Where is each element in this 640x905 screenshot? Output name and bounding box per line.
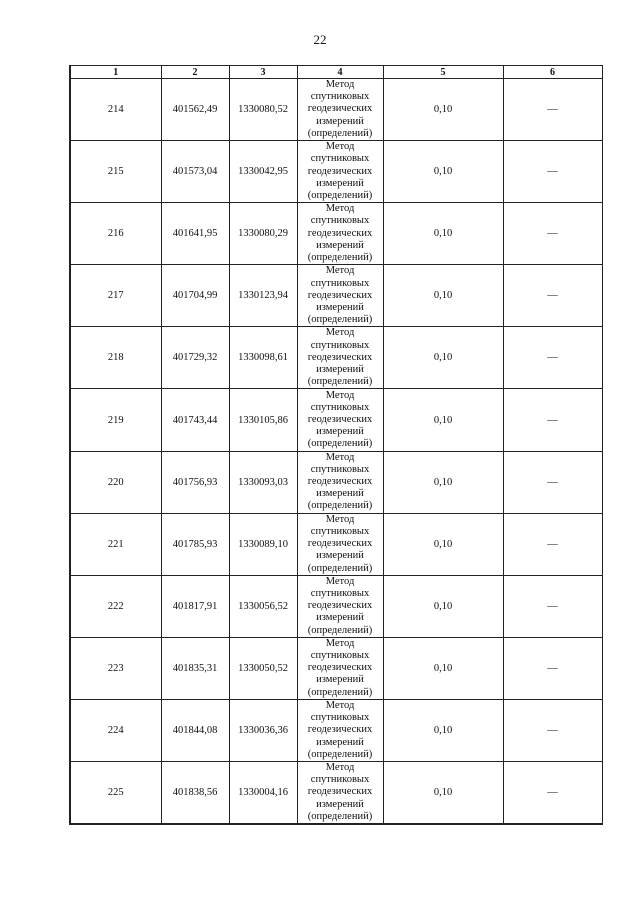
x-coordinate-cell: 401641,95 (161, 203, 229, 265)
method-line: спутниковых (310, 525, 370, 537)
method-cell (297, 265, 383, 327)
table-row (70, 575, 602, 637)
method-line: измерений (316, 674, 364, 686)
method-cell (297, 699, 383, 761)
x-coordinate-cell: 401838,56 (161, 762, 229, 825)
point-number-cell: 217 (70, 265, 161, 327)
x-coordinate-cell: 401704,99 (161, 265, 229, 327)
y-coordinate-cell: 1330050,52 (229, 637, 297, 699)
method-line: спутниковых (310, 339, 370, 351)
method-line: спутниковых (310, 401, 370, 413)
table-row (70, 513, 602, 575)
method-line: геодезических (307, 413, 373, 425)
method-line: (определений) (307, 748, 373, 760)
point-number-cell: 224 (70, 699, 161, 761)
method-line: Метод (325, 389, 355, 401)
table-row (70, 699, 602, 761)
method-line: Метод (325, 762, 355, 774)
point-number-cell: 219 (70, 389, 161, 451)
page-number: 22 (313, 32, 327, 47)
column-header: 4 (297, 66, 383, 79)
method-line: (определений) (307, 810, 373, 822)
method-cell (297, 451, 383, 513)
precision-cell: 0,10 (383, 699, 503, 761)
method-line: (определений) (307, 127, 373, 139)
method-line: геодезических (307, 538, 373, 550)
method-line: измерений (316, 239, 364, 251)
y-coordinate-cell: 1330056,52 (229, 575, 297, 637)
point-number-cell: 225 (70, 762, 161, 825)
y-coordinate-cell: 1330123,94 (229, 265, 297, 327)
note-cell: — (503, 389, 602, 451)
method-line: геодезических (307, 103, 373, 115)
y-coordinate-cell: 1330080,29 (229, 203, 297, 265)
y-coordinate-cell: 1330080,52 (229, 79, 297, 141)
precision-cell: 0,10 (383, 575, 503, 637)
precision-cell: 0,10 (383, 327, 503, 389)
note-cell: — (503, 637, 602, 699)
column-header: 3 (229, 66, 297, 79)
y-coordinate-cell: 1330105,86 (229, 389, 297, 451)
point-number-cell: 216 (70, 203, 161, 265)
x-coordinate-cell: 401785,93 (161, 513, 229, 575)
method-line: спутниковых (310, 91, 370, 103)
method-line: Метод (325, 265, 355, 277)
method-line: спутниковых (310, 215, 370, 227)
precision-cell: 0,10 (383, 451, 503, 513)
method-line: измерений (316, 426, 364, 438)
method-line: геодезических (307, 227, 373, 239)
method-line: спутниковых (310, 463, 370, 475)
x-coordinate-cell: 401817,91 (161, 575, 229, 637)
method-line: геодезических (307, 600, 373, 612)
note-cell: — (503, 141, 602, 203)
note-cell: — (503, 699, 602, 761)
method-line: Метод (325, 141, 355, 153)
method-line: измерений (316, 550, 364, 562)
method-line: геодезических (307, 165, 373, 177)
method-line: спутниковых (310, 712, 370, 724)
method-line: Метод (325, 203, 355, 215)
table-row (70, 265, 602, 327)
method-line: геодезических (307, 476, 373, 487)
method-line: спутниковых (310, 774, 370, 786)
table-row (70, 762, 602, 825)
method-cell (297, 327, 383, 389)
precision-cell: 0,10 (383, 203, 503, 265)
method-line: Метод (325, 327, 355, 339)
note-cell: — (503, 327, 602, 389)
method-line: измерений (316, 798, 364, 810)
point-number-cell: 218 (70, 327, 161, 389)
y-coordinate-cell: 1330089,10 (229, 513, 297, 575)
method-line: (определений) (307, 189, 373, 201)
column-header: 5 (383, 66, 503, 79)
method-cell (297, 389, 383, 451)
x-coordinate-cell: 401729,32 (161, 327, 229, 389)
method-line: спутниковых (310, 650, 370, 662)
method-line: геодезических (307, 289, 373, 301)
method-line: спутниковых (310, 153, 370, 165)
method-line: (определений) (307, 686, 373, 698)
method-cell (297, 637, 383, 699)
method-line: (определений) (307, 252, 373, 264)
method-line: спутниковых (310, 587, 370, 599)
table-row (70, 637, 602, 699)
method-cell (297, 79, 383, 141)
y-coordinate-cell: 1330042,95 (229, 141, 297, 203)
precision-cell: 0,10 (383, 79, 503, 141)
point-number-cell: 221 (70, 513, 161, 575)
point-number-cell: 214 (70, 79, 161, 141)
note-cell: — (503, 79, 602, 141)
note-cell: — (503, 513, 602, 575)
x-coordinate-cell: 401562,49 (161, 79, 229, 141)
precision-cell: 0,10 (383, 637, 503, 699)
precision-cell: 0,10 (383, 513, 503, 575)
note-cell: — (503, 265, 602, 327)
method-line: (определений) (307, 438, 373, 450)
method-line: измерений (316, 488, 364, 500)
method-line: Метод (325, 699, 355, 711)
precision-cell: 0,10 (383, 762, 503, 825)
x-coordinate-cell: 401835,31 (161, 637, 229, 699)
method-line: измерений (316, 612, 364, 624)
x-coordinate-cell: 401844,08 (161, 699, 229, 761)
method-line: Метод (325, 575, 355, 587)
method-line: геодезических (307, 724, 373, 736)
column-header: 1 (70, 66, 161, 79)
method-line: спутниковых (310, 277, 370, 289)
table-row (70, 79, 602, 141)
note-cell: — (503, 451, 602, 513)
precision-cell: 0,10 (383, 389, 503, 451)
method-line: геодезических (307, 351, 373, 363)
table-row (70, 203, 602, 265)
method-cell (297, 203, 383, 265)
method-line: измерений (316, 115, 364, 127)
point-number-cell: 220 (70, 451, 161, 513)
method-line: Метод (325, 637, 355, 649)
column-header: 6 (503, 66, 602, 79)
x-coordinate-cell: 401573,04 (161, 141, 229, 203)
precision-cell: 0,10 (383, 141, 503, 203)
method-line: (определений) (307, 624, 373, 636)
table-row (70, 141, 602, 203)
method-line: геодезических (307, 786, 373, 798)
method-line: измерений (316, 736, 364, 748)
point-number-cell: 223 (70, 637, 161, 699)
method-cell (297, 513, 383, 575)
method-line: измерений (316, 177, 364, 189)
x-coordinate-cell: 401756,93 (161, 451, 229, 513)
method-line: (определений) (307, 376, 373, 388)
precision-cell: 0,10 (383, 265, 503, 327)
x-coordinate-cell: 401743,44 (161, 389, 229, 451)
method-line: измерений (316, 364, 364, 376)
column-header: 2 (161, 66, 229, 79)
method-cell (297, 141, 383, 203)
method-line: (определений) (307, 500, 373, 512)
table-row (70, 451, 602, 513)
method-line: (определений) (307, 314, 373, 326)
coordinates-table (69, 65, 603, 825)
method-line: Метод (325, 79, 355, 91)
method-line: Метод (325, 451, 355, 463)
method-line: (определений) (307, 562, 373, 574)
table-row (70, 327, 602, 389)
point-number-cell: 215 (70, 141, 161, 203)
table-body (70, 79, 602, 825)
method-cell (297, 575, 383, 637)
note-cell: — (503, 203, 602, 265)
y-coordinate-cell: 1330004,16 (229, 762, 297, 825)
method-line: Метод (325, 513, 355, 525)
point-number-cell: 222 (70, 575, 161, 637)
table-row (70, 389, 602, 451)
table-header-row (70, 66, 602, 79)
note-cell: — (503, 762, 602, 825)
y-coordinate-cell: 1330093,03 (229, 451, 297, 513)
method-line: геодезических (307, 662, 373, 674)
note-cell: — (503, 575, 602, 637)
y-coordinate-cell: 1330098,61 (229, 327, 297, 389)
method-line: измерений (316, 301, 364, 313)
y-coordinate-cell: 1330036,36 (229, 699, 297, 761)
method-cell (297, 762, 383, 825)
